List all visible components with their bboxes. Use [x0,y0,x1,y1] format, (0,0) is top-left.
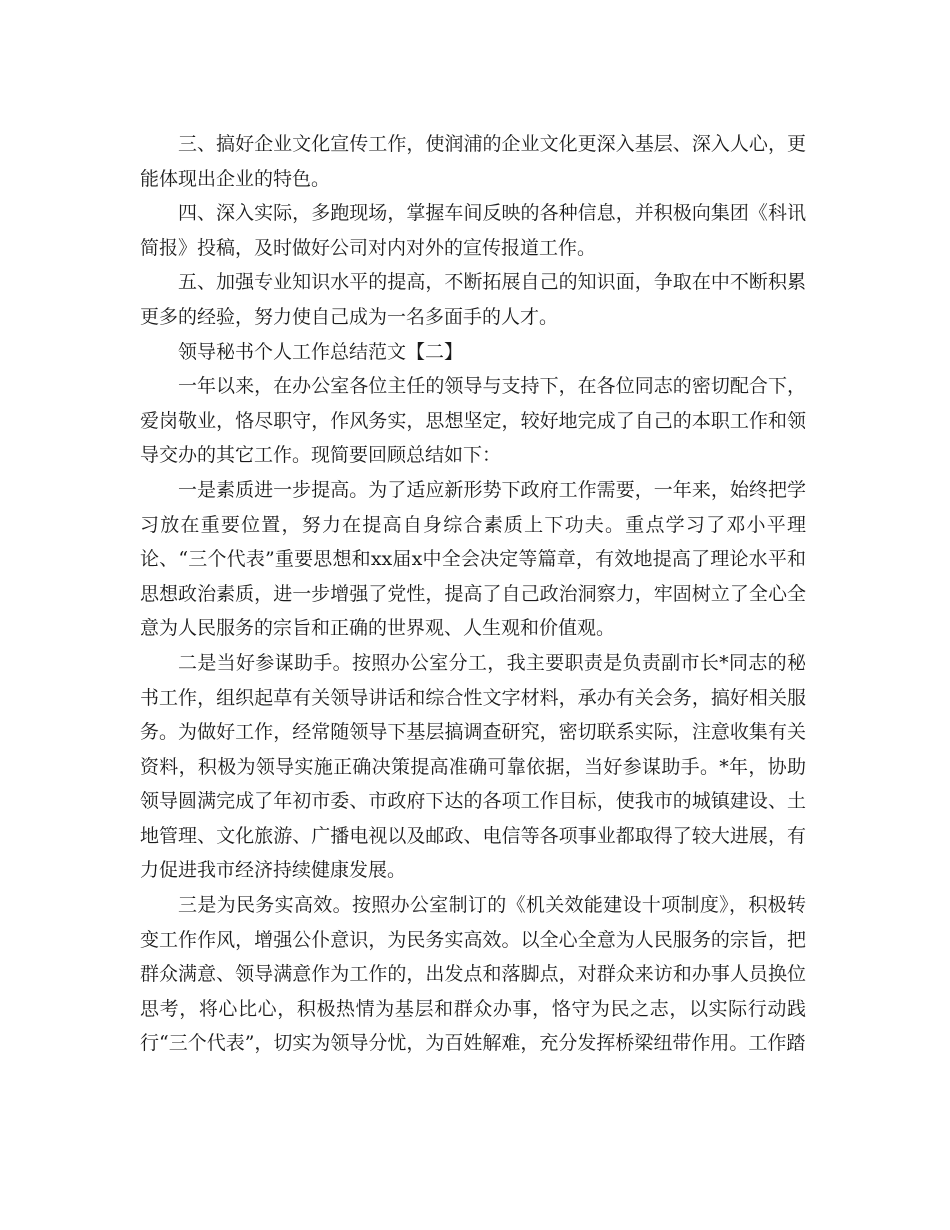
paragraph-advisor: 二是当好参谋助手。按照办公室分工，我主要职责是负责副市长*同志的秘书工作，组织起草有关领导讲话和综合性文字材料，承办有关会务，搞好相关服务。为做好工作，经常随领导下基层搞调查研究，密切联系实际，注意收集有关资料，积极为领导实施正确决策提高准确可靠依据，当好参谋助手。*年，协助领导圆满完成了年初市委、市政府下达的各项工作目标，使我市的城镇建设、土地管理、文化旅游、广播电视以及邮政、电信等各项事业都取得了较大进展，有力促进我市经济持续健康发展。 [140,651,806,882]
section-heading: 领导秘书个人工作总结范文【二】 [178,340,464,363]
paragraph-quality: 一是素质进一步提高。为了适应新形势下政府工作需要，一年来，始终把学习放在重要位置，努力在提高自身综合素质上下功夫。重点学习了邓小平理论、“三个代表”重要思想和xx届x中全会决定等篇章，有效地提高了理论水平和思想政治素质，进一步增强了党性，提高了自己政治洞察力，牢固树立了全心全意为人民服务的宗旨和正确的世界观、人生观和价值观。 [140,478,806,640]
document-body [140,127,806,1061]
paragraph-culture: 三、搞好企业文化宣传工作，使润浦的企业文化更深入基层、深入人心，更能体现出企业的特色。 [140,133,806,190]
paragraph-knowledge: 五、加强专业知识水平的提高，不断拓展自己的知识面，争取在中不断积累更多的经验，努力使自己成为一名多面手的人才。 [140,271,806,328]
paragraph-efficiency: 三是为民务实高效。按照办公室制订的《机关效能建设十项制度》，积极转变工作作风，增强公仆意识，为民务实高效。以全心全意为人民服务的宗旨，把群众满意、领导满意作为工作的，出发点和落脚点，对群众来访和办事人员换位思考，将心比心，积极热情为基层和群众办事，恪守为民之志，以实际行动践行“三个代表”，切实为领导分忧，为百姓解难，充分发挥桥梁纽带作用。工作踏 [140,894,806,1055]
paragraph-field-work: 四、深入实际，多跑现场，掌握车间反映的各种信息，并积极向集团《科讯简报》投稿，及时做好公司对内对外的宣传报道工作。 [140,202,806,259]
paragraph-intro: 一年以来，在办公室各位主任的领导与支持下，在各位同志的密切配合下，爱岗敬业，恪尽职守，作风务实，思想坚定，较好地完成了自己的本职工作和领导交办的其它工作。现简要回顾总结如下： [140,375,806,467]
